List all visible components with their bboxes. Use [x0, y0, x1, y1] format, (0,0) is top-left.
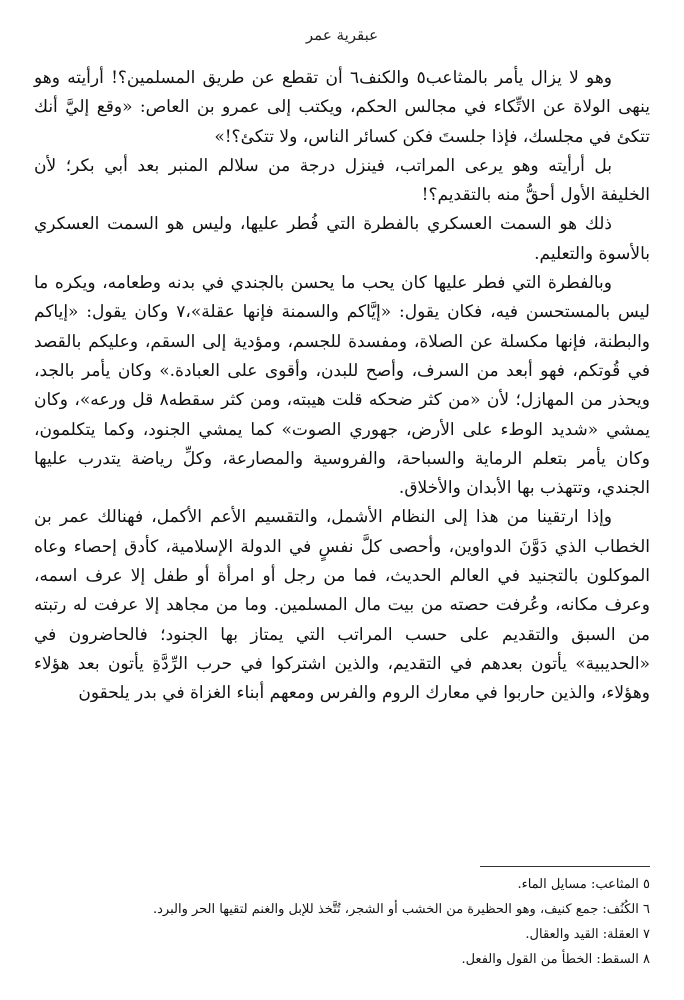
paragraph-4: وبالفطرة التي فطر عليها كان يحب ما يحسن بالجندي في بدنه وطعامه، ويكره ما ليس بالمستحسن فيه، فكان يقول: «إيَّاكم والسمنة فإنها عقلة»،٧ وكان يقول: «إياكم والبطنة، فإنها مكسلة عن الصلاة، ومفسدة للجسم، ومؤدية إلى السقم، وعليكم بالقصد في قُوتكم، فهو أبعد من السرف، وأصح للبدن، وأقوى على العبادة.» وكان يأمر بالجد، ويحذر من المهازل؛ لأن «من كثر ضحكه قلت هيبته، ومن كثر سقطه٨ قل ورعه»، وكان يمشي «شديد الوطء على الأرض، جهوري الصوت» كما يمشي الجنود، وكما يتكلمون، وكان يأمر بتعلم الرماية والسباحة، والفروسية والمصارعة، وكلِّ رياضة يتدرب عليها الجندي، وتتهذب بها الأبدان والأخلاق.	[34, 273, 650, 499]
footnote-divider	[480, 866, 650, 867]
paragraph-2: بل أرأيته وهو يرعى المراتب، فينزل درجة من سلالم المنبر بعد أبي بكر؛ لأن الخليفة الأول أحقُّ منه بالتقديم؟!	[34, 155, 650, 206]
paragraph-5: وإذا ارتقينا من هذا إلى النظام الأشمل، والتقسيم الأعم الأكمل، فهنالك عمر بن الخطاب الذي دَوَّنَ الدواوين، وأحصى كلَّ نفسٍ في الدولة الإسلامية، كأدق إحصاء وعاه الموكلون بالتجنيد في العالم الحديث، فما من رجل أو امرأة أو طفل إلا عرف اسمه، وعرف مكانه، وعُرفت حصته من بيت مال المسلمين. وما من مجاهد إلا عرفت له رتبته من السبق والتقديم على حسب المراتب التي يمتاز بها الجنود؛ فالحاضرون في «الحديبية» يأتون بعدهم في التقديم، والذين اشتركوا في حرب الرِّدَّةِ يأتون بعد هؤلاء وهؤلاء، والذين حاربوا في معارك الروم والفرس ومعهم أبناء الغزاة في بدر يلحقون	[34, 507, 650, 704]
paragraph-1: وهو لا يزال يأمر بالمثاعب٥ والكنف٦ أن تقطع عن طريق المسلمين؟! أرأيته وهو ينهى الولاة عن الاتِّكاء في مجالس الحكم، ويكتب إلى عمرو بن العاص: «وقع إليَّ أنك تتكئ في مجلسك، فإذا جلستَ فكن كسائر الناس، ولا تتكئ؟!»	[34, 68, 650, 147]
footnote-6: ٦ الكُنُف: جمع كنيف، وهو الحظيرة من الخشب أو الشجر، تُتَّخذ للإبل والغنم لتقيها الحر والبرد.	[152, 902, 650, 917]
footnotes	[34, 872, 650, 972]
paragraph-3: ذلك هو السمت العسكري بالفطرة التي فُطر عليها، وليس هو السمت العسكري بالأسوة والتعليم.	[34, 214, 650, 264]
running-head-title: عبقرية عمر	[305, 26, 379, 44]
footnote-8: ٨ السقط: الخطأ من القول والفعل.	[461, 952, 650, 967]
body-text	[34, 64, 650, 709]
footnote-7: ٧ العقلة: القيد والعقال.	[525, 927, 650, 942]
footnote-5: ٥ المثاعب: مسايل الماء.	[517, 877, 650, 892]
